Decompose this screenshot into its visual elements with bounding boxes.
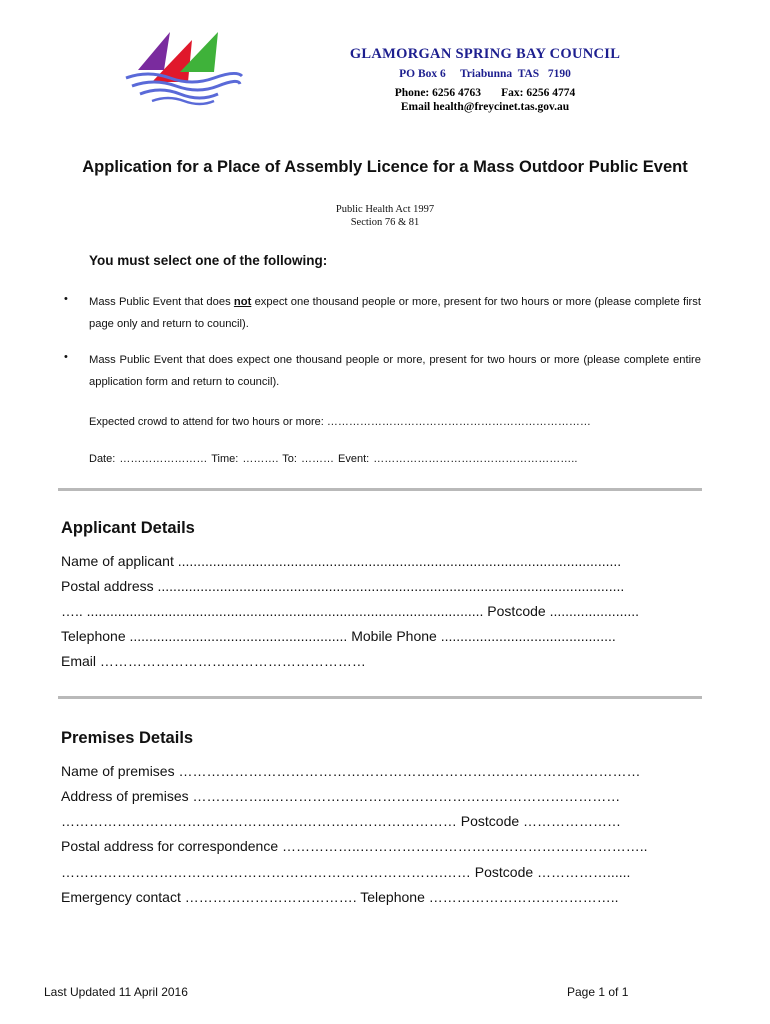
applicant-details-heading: Applicant Details bbox=[61, 519, 195, 537]
premises-details-heading: Premises Details bbox=[61, 729, 194, 747]
purple-sail bbox=[138, 32, 170, 70]
option-1-text bbox=[89, 291, 701, 335]
applicant-postcode-field[interactable]: ….. ...................................................................................................... Postcode ....................... bbox=[61, 603, 640, 619]
council-header bbox=[330, 46, 640, 113]
event-date-time-field[interactable]: Date: …………………… Time: ………. To: ……… Event: ……………………………………………….. bbox=[89, 453, 578, 465]
selection-heading: You must select one of the following: bbox=[89, 253, 328, 268]
premises-postcode-field[interactable]: …………………………………………….…………………………… Postcode ………………… bbox=[61, 813, 622, 829]
act-name: Public Health Act 1997 bbox=[335, 204, 435, 215]
council-email: Email health@freycinet.tas.gov.au bbox=[400, 101, 570, 113]
applicant-email-field[interactable]: Email ………………………………………………… bbox=[61, 653, 366, 669]
correspondence-postcode-field[interactable]: ……………………………………………………………………….…… Postcode ……………...... bbox=[61, 864, 631, 880]
act-reference bbox=[0, 203, 770, 229]
act-section: Section 76 & 81 bbox=[350, 217, 420, 228]
last-updated: Last Updated 11 April 2016 bbox=[44, 985, 188, 999]
emergency-contact-field[interactable]: Emergency contact ………………………………. Telephone ………………………………….. bbox=[61, 889, 619, 905]
option-2-text: Mass Public Event that does expect one thousand people or more, present for two hours or more (please complete entire application form and return to council). bbox=[89, 354, 701, 388]
expected-crowd-field[interactable]: Expected crowd to attend for two hours or more: ……………………………………………………………… bbox=[89, 416, 591, 428]
page-number: Page 1 of 1 bbox=[567, 985, 629, 999]
council-name: GLAMORGAN SPRING BAY COUNCIL bbox=[349, 46, 621, 62]
council-phone-fax: Phone: 6256 4763 Fax: 6256 4774 bbox=[394, 87, 576, 99]
premises-address-field[interactable]: Address of premises ……………..………………………………………………………………… bbox=[61, 788, 621, 804]
council-address: PO Box 6 Triabunna TAS 7190 bbox=[399, 68, 571, 80]
applicant-postal-address-field[interactable]: Postal address ........................................................................................................................ bbox=[61, 578, 625, 594]
correspondence-address-field[interactable]: Postal address for correspondence ……………..…………………………………………………….. bbox=[61, 838, 648, 854]
option-1-bullet[interactable]: • bbox=[64, 293, 68, 305]
applicant-telephone-field[interactable]: Telephone ........................................................ Mobile Phone ............................................. bbox=[61, 628, 616, 644]
option-2-bullet[interactable]: • bbox=[64, 351, 68, 363]
council-logo bbox=[118, 30, 248, 108]
wave-3 bbox=[140, 90, 218, 98]
divider bbox=[58, 696, 702, 699]
divider bbox=[58, 488, 702, 491]
option-1-emphasis: not bbox=[233, 296, 252, 308]
option-1-after: expect one thousand people or more, present for two hours or more (please complete first page only and return to council). bbox=[89, 296, 701, 330]
premises-name-field[interactable]: Name of premises ……………………………………………………………………………………… bbox=[61, 763, 641, 779]
applicant-name-field[interactable]: Name of applicant .................................................................................................................. bbox=[61, 553, 622, 569]
option-1-before: Mass Public Event that does bbox=[89, 296, 234, 308]
form-title: Application for a Place of Assembly Licence for a Mass Outdoor Public Event bbox=[82, 158, 688, 176]
